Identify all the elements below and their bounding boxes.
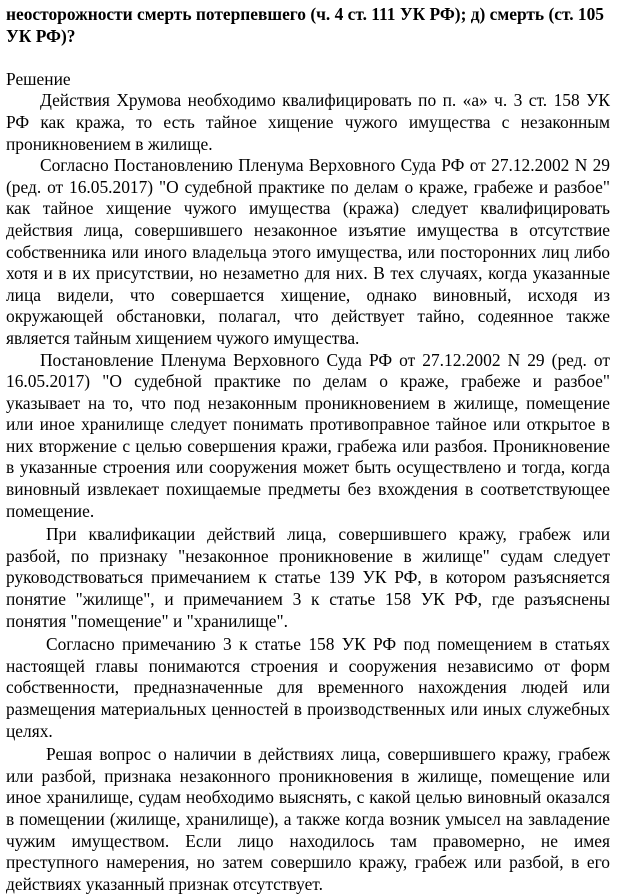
blank-line [6,47,610,69]
question-heading: неосторожности смерть потерпевшего (ч. 4 ст. 111 УК РФ); д) смерть (ст. 105 УК РФ)? [6,4,605,46]
paragraph-plenum-theft: Согласно Постановлению Пленума Верховного Суда РФ от 27.12.2002 N 29 (ред. от 16.05.2017) "О судебной практике по делам о краже, грабеже и разбое" как тайное хищение чужого имущества (кража) следует квалифицировать действия лица, совершившего незаконное изъятие имущества в отсутствие собственника или иного владельца этого имущества, или посторонних лиц либо хотя и в их присутствии, но незаметно для них. В тех случаях, когда указанные лица видели, что совершается хищение, однако виновный, исходя из окружающей обстановки, полагал, что действует тайно, содеянное также является тайным хищением чужого имущества. [6,155,610,348]
solution-label: Решение [6,68,71,89]
paragraph-premises-note: Согласно примечанию 3 к статье 158 УК РФ под помещением в статьях настоящей главы понимаются строения и сооружения независимо от форм собственности, предназначенные для временного нахождения людей или размещения материальных ценностей в производственных или иных служебных целях. [6,634,610,741]
paragraph-plenum-entry: Постановление Пленума Верховного Суда РФ от 27.12.2002 N 29 (ред. от 16.05.2017) "О судебной практике по делам о краже, грабеже и разбое" указывает на то, что под незаконным проникновением в жилище, помещение или иное хранилище следует понимать противоправное тайное или открытое в них вторжение с целью совершения кражи, грабежа или разбоя. Проникновение в указанные строения или сооружения может быть осуществлено и тогда, когда виновный извлекает похищаемые предметы без вхождения в соответствующее помещение. [6,349,610,521]
paragraph-intent: Решая вопрос о наличии в действиях лица, совершившего кражу, грабеж или разбой, признака незаконного проникновения в жилище, помещение или иное хранилище, судам необходимо выяснять, с какой целью виновный оказался в помещении (жилище, хранилище), а также когда возник умысел на завладение чужим имуществом. Если лицо находилось там правомерно, не имея преступного намерения, но затем совершило кражу, грабеж или разбой, в его действиях указанный признак отсутствует. [6,744,610,894]
paragraph-dwelling-note: При квалификации действий лица, совершившего кражу, грабеж или разбой, по признаку "незаконное проникновение в жилище" судам следует руководствоваться примечанием к статье 139 УК РФ, в котором разъясняется понятие "жилище", и примечанием 3 к статье 158 УК РФ, где разъяснены понятия "помещение" и "хранилище". [6,524,610,631]
document-page [6,4,610,895]
paragraph-qualification: Действия Хрумова необходимо квалифицировать по п. «а» ч. 3 ст. 158 УК РФ как кража, то есть тайное хищение чужого имущества с незаконным проникновением в жилище. [6,90,610,154]
